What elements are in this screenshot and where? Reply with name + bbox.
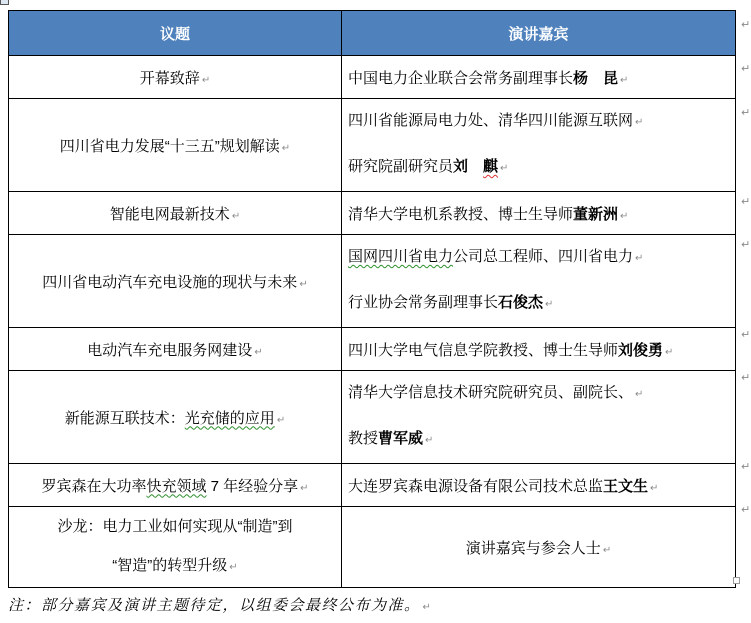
table-row bbox=[9, 192, 736, 235]
guest-cell bbox=[342, 99, 736, 192]
guest-name: 刘俊勇 bbox=[618, 341, 664, 359]
topic-text: 电动汽车充电服务网建设 bbox=[87, 341, 253, 359]
topic-text: 开幕致辞 bbox=[139, 69, 200, 87]
topic-cell bbox=[9, 328, 342, 371]
table-row bbox=[9, 235, 736, 328]
topic-cell bbox=[9, 56, 342, 99]
topic-text: 四川省电力发展“十三五”规划解读 bbox=[59, 137, 280, 155]
table-row bbox=[9, 464, 736, 507]
guest-text-grammarcheck: 国网四川省电力 bbox=[348, 248, 454, 265]
topic-text-grammarcheck: 光充储的应用 bbox=[184, 409, 275, 427]
topic-cell bbox=[9, 235, 342, 328]
topic-text: “智造”的转型升级 bbox=[112, 557, 228, 574]
table-row bbox=[9, 328, 736, 371]
guest-cell bbox=[342, 328, 736, 371]
topic-text: 罗宾森在大功率 bbox=[41, 477, 147, 495]
footnote-text: 注：部分嘉宾及演讲主题待定，以组委会最终公布为准。 bbox=[8, 596, 421, 614]
return-mark: ↵ bbox=[635, 389, 644, 400]
topic-text-grammarcheck: 快充领域 bbox=[146, 477, 207, 495]
guest-text: 公司总工程师、四川省电力 bbox=[453, 248, 634, 265]
table-row bbox=[9, 56, 736, 99]
guest-text: 四川大学电气信息学院教授、博士生导师 bbox=[348, 341, 619, 359]
guest-name: 董新洲 bbox=[573, 205, 619, 223]
topic-cell bbox=[9, 371, 342, 464]
topic-cell bbox=[9, 192, 342, 235]
return-mark: ↵ bbox=[254, 346, 263, 358]
guest-cell bbox=[342, 371, 736, 464]
table-resize-handle bbox=[733, 577, 740, 584]
guest-text: 四川省能源局电力处、清华四川能源互联网 bbox=[348, 112, 634, 129]
return-mark: ↵ bbox=[425, 435, 434, 446]
topic-text: 沙龙：电力工业如何实现从“制造”到 bbox=[57, 518, 293, 535]
end-of-row-mark: ↵ bbox=[741, 18, 751, 31]
return-mark: ↵ bbox=[665, 346, 674, 358]
return-mark: ↵ bbox=[299, 278, 308, 290]
return-mark: ↵ bbox=[545, 299, 554, 310]
topic-cell bbox=[9, 507, 342, 588]
return-mark: ↵ bbox=[300, 482, 309, 494]
return-mark: ↵ bbox=[422, 602, 433, 613]
guest-cell bbox=[342, 235, 736, 328]
table-row bbox=[9, 371, 736, 464]
return-mark: ↵ bbox=[635, 253, 644, 264]
guest-name: 王文生 bbox=[603, 477, 649, 495]
topic-cell bbox=[9, 464, 342, 507]
table-anchor-mark bbox=[0, 0, 9, 5]
footnote bbox=[8, 594, 432, 615]
topic-text: 四川省电动汽车充电设施的现状与未来 bbox=[42, 273, 298, 291]
topic-cell bbox=[9, 99, 342, 192]
return-mark: ↵ bbox=[201, 74, 211, 86]
guest-name-spellcheck: 麒 bbox=[483, 158, 499, 175]
return-mark: ↵ bbox=[231, 210, 241, 222]
return-mark: ↵ bbox=[276, 414, 286, 426]
table-row bbox=[9, 99, 736, 192]
header-topic: 议题 bbox=[9, 11, 342, 56]
agenda-table bbox=[8, 10, 736, 588]
guest-text: 清华大学信息技术研究院研究员、副院长、 bbox=[348, 384, 634, 401]
return-mark: ↵ bbox=[500, 163, 509, 174]
end-of-row-mark: ↵ bbox=[741, 460, 751, 473]
guest-cell bbox=[342, 507, 736, 588]
table-row bbox=[9, 507, 736, 588]
guest-name: 石俊杰 bbox=[498, 294, 544, 311]
topic-text: 新能源互联技术： bbox=[64, 409, 185, 427]
end-of-row-mark: ↵ bbox=[741, 62, 751, 75]
end-of-row-mark: ↵ bbox=[741, 238, 751, 251]
guest-text: 研究院副研究员 bbox=[348, 158, 454, 175]
end-of-row-mark: ↵ bbox=[741, 328, 751, 341]
guest-text: 演讲嘉宾与参会人士 bbox=[465, 539, 601, 557]
guest-text: 行业协会常务副理事长 bbox=[348, 294, 499, 311]
topic-text: 7 年经验分享 bbox=[206, 477, 299, 495]
agenda-table-wrap bbox=[8, 10, 736, 588]
end-of-row-mark: ↵ bbox=[741, 371, 751, 384]
guest-text: 大连罗宾森电源设备有限公司技术总监 bbox=[348, 477, 604, 495]
return-mark: ↵ bbox=[602, 544, 612, 556]
guest-name: 杨 昆 bbox=[573, 69, 619, 87]
guest-text: 中国电力企业联合会常务副理事长 bbox=[348, 69, 574, 87]
guest-text: 教授 bbox=[348, 430, 379, 447]
guest-cell bbox=[342, 464, 736, 507]
return-mark: ↵ bbox=[281, 142, 291, 154]
guest-cell bbox=[342, 56, 736, 99]
topic-text: 智能电网最新技术 bbox=[109, 205, 230, 223]
return-mark: ↵ bbox=[620, 74, 629, 86]
return-mark: ↵ bbox=[635, 117, 644, 128]
header-guest: 演讲嘉宾 bbox=[342, 11, 736, 56]
guest-text: 清华大学电机系教授、博士生导师 bbox=[348, 205, 574, 223]
end-of-row-mark: ↵ bbox=[741, 195, 751, 208]
return-mark: ↵ bbox=[229, 562, 238, 573]
return-mark: ↵ bbox=[620, 210, 629, 222]
guest-name: 曹军威 bbox=[378, 430, 424, 447]
return-mark: ↵ bbox=[650, 482, 659, 494]
guest-cell bbox=[342, 192, 736, 235]
guest-name: 刘 bbox=[453, 158, 484, 175]
end-of-row-mark: ↵ bbox=[741, 106, 751, 119]
table-header-row bbox=[9, 11, 736, 56]
end-of-row-mark: ↵ bbox=[741, 503, 751, 516]
